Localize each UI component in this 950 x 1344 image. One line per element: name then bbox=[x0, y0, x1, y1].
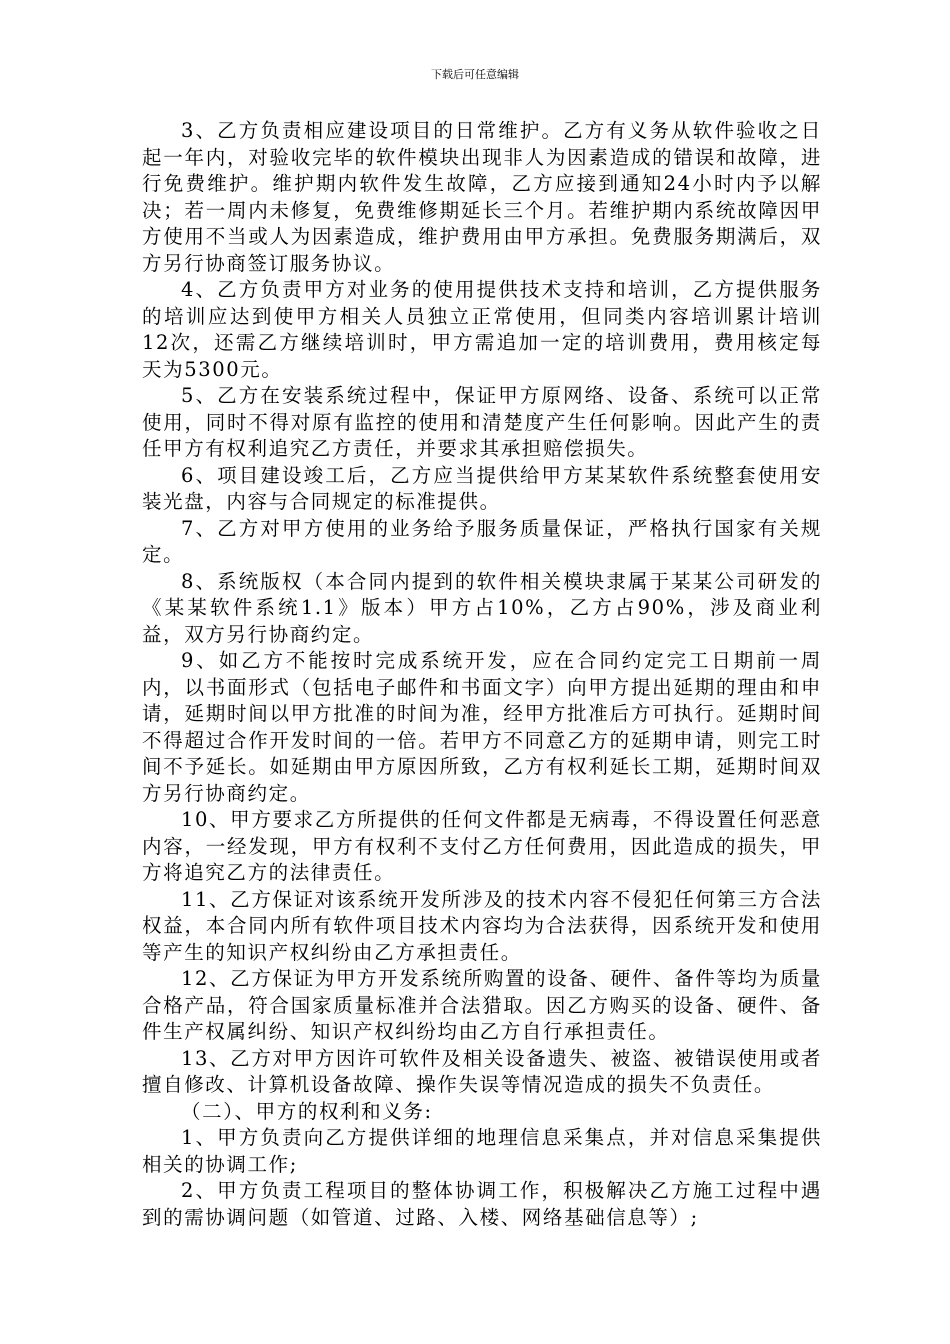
section-heading: （二）、甲方的权利和义务: bbox=[181, 1099, 433, 1123]
clause-paragraph: 5、乙方在安装系统过程中，保证甲方原网络、设备、系统可以正常使用，同时不得对原有监控的使用和清楚度产生任何影响。因此产生的责任甲方有权利追究乙方责任，并要求其承担赔偿损失。 bbox=[142, 384, 822, 460]
clause-paragraph: 6、项目建设竣工后，乙方应当提供给甲方某某软件系统整套使用安装光盘，内容与合同规定的标准提供。 bbox=[142, 463, 822, 513]
clause-paragraph: 4、乙方负责甲方对业务的使用提供技术支持和培训，乙方提供服务的培训应达到使甲方相关人员独立正常使用，但同类内容培训累计培训12次，还需乙方继续培训时，甲方需追加一定的培训费用，费用核定每天为5300元。 bbox=[142, 278, 822, 381]
clause-paragraph: 7、乙方对甲方使用的业务给予服务质量保证，严格执行国家有关规定。 bbox=[142, 516, 822, 566]
clause-paragraph: 11、乙方保证对该系统开发所涉及的技术内容不侵犯任何第三方合法权益，本合同内所有软件项目技术内容均为合法获得，因系统开发和使用等产生的知识产权纠纷由乙方承担责任。 bbox=[142, 887, 822, 964]
clause-paragraph: 10、甲方要求乙方所提供的任何文件都是无病毒，不得设置任何恶意内容，一经发现，甲方有权利不支付乙方任何费用，因此造成的损失，甲方将追究乙方的法律责任。 bbox=[142, 808, 822, 884]
clause-paragraph: 2、甲方负责工程项目的整体协调工作，积极解决乙方施工过程中遇到的需协调问题（如管道、过路、入楼、网络基础信息等）; bbox=[142, 1179, 822, 1229]
clause-paragraph: 1、甲方负责向乙方提供详细的地理信息采集点，并对信息采集提供相关的协调工作; bbox=[142, 1126, 822, 1176]
clause-paragraph: 8、系统版权（本合同内提到的软件相关模块隶属于某某公司研发的《某某软件系统1.1》版本）甲方占10%，乙方占90%，涉及商业利益，双方另行协商约定。 bbox=[142, 569, 822, 646]
clause-paragraph: 13、乙方对甲方因许可软件及相关设备遗失、被盗、被错误使用或者擅自修改、计算机设备故障、操作失误等情况造成的损失不负责任。 bbox=[142, 1046, 822, 1096]
clause-paragraph: 12、乙方保证为甲方开发系统所购置的设备、硬件、备件等均为质量合格产品，符合国家质量标准并合法猎取。因乙方购买的设备、硬件、备件生产权属纠纷、知识产权纠纷均由乙方自行承担责任。 bbox=[142, 967, 822, 1043]
contract-body bbox=[142, 118, 822, 1231]
page-header: 下载后可任意编辑 bbox=[431, 68, 519, 81]
clause-paragraph: 9、如乙方不能按时完成系统开发，应在合同约定完工日期前一周内，以书面形式（包括电子邮件和书面文字）向甲方提出延期的理由和申请，延期时间以甲方批准的时间为准，经甲方批准后方可执行。延期时间不得超过合作开发时间的一倍。若甲方不同意乙方的延期申请，则完工时间不予延长。如延期由甲方原因所致，乙方有权利延长工期，延期时间双方另行协商约定。 bbox=[142, 649, 822, 805]
clause-paragraph: 3、乙方负责相应建设项目的日常维护。乙方有义务从软件验收之日起一年内，对验收完毕的软件模块出现非人为因素造成的错误和故障，进行免费维护。维护期内软件发生故障，乙方应接到通知24小时内予以解决；若一周内未修复，免费维修期延长三个月。若维护期内系统故障因甲方使用不当或人为因素造成，维护费用由甲方承担。免费服务期满后，双方另行协商签订服务协议。 bbox=[142, 119, 822, 275]
